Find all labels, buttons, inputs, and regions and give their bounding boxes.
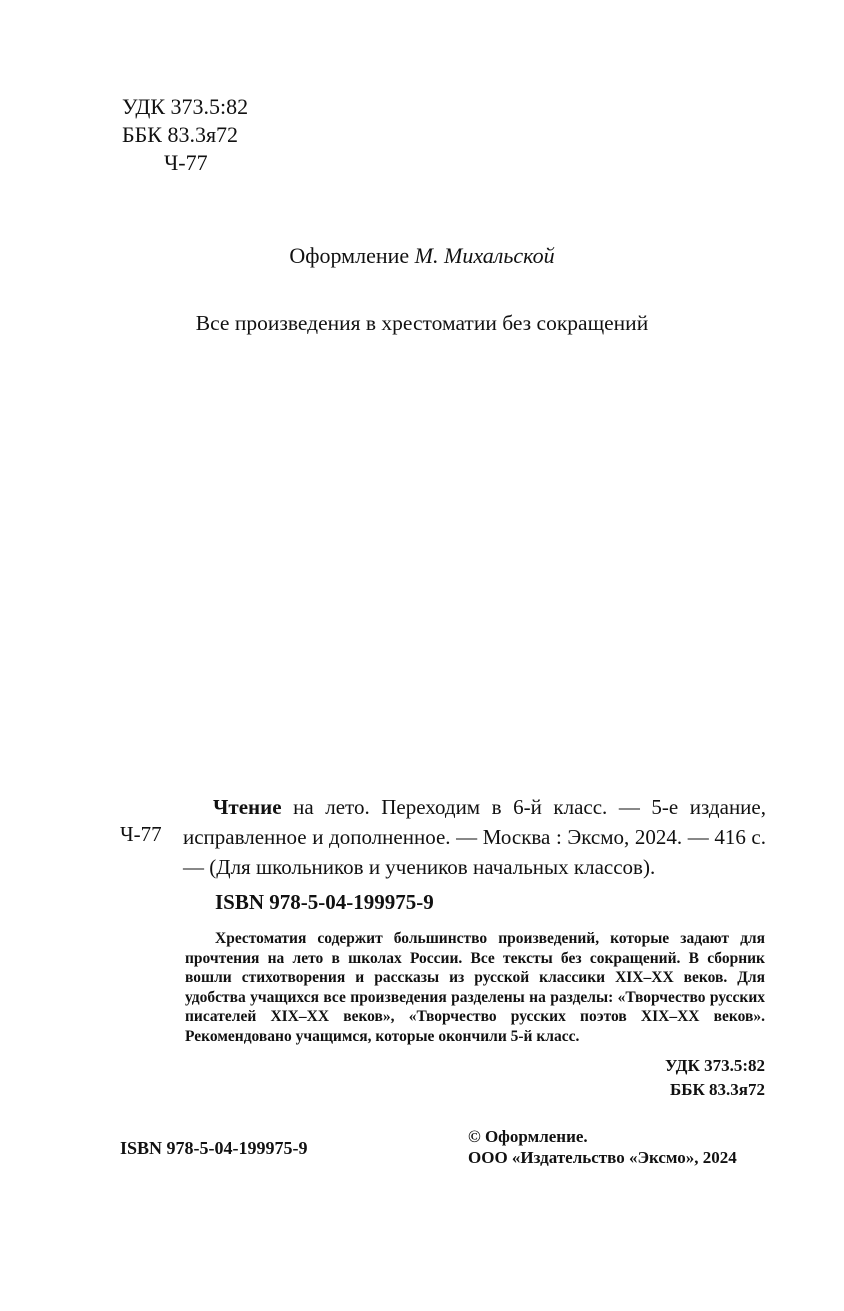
classification-codes-bottom xyxy=(120,1054,765,1102)
isbn-catalog: ISBN 978-5-04-199975-9 xyxy=(215,890,434,914)
footer xyxy=(120,1126,766,1186)
design-credit xyxy=(0,243,844,269)
copyright-publisher-line: ООО «Издательство «Эксмо», 2024 xyxy=(468,1148,737,1167)
bbk-code-bottom: ББК 83.3я72 xyxy=(669,1080,765,1099)
catalog-entry xyxy=(120,792,766,1102)
author-sign-code-top: Ч-77 xyxy=(164,150,208,175)
copyright-design-line: © Оформление. xyxy=(468,1127,588,1146)
bibliographic-details: на лето. Переходим в 6-й класс. — 5-е издание, исправленное и дополненное. — Москва : Эксмо, 2024. — 416 с. — (Для школьников и учеников начальных классов). xyxy=(183,795,766,879)
annotation-text: Хрестоматия содержит большинство произведений, которые задают для прочтения на лето в школах России. Все тексты без сокращений. В сборник вошли стихотворения и рассказы из русской классики XIX–XX веков. Для удобства учащихся все произведения разделены на разделы: «Творчество русских писателей XIX–XX веков», «Творчество русских поэтов XIX–XX веков». Рекомендовано учащимся, которые окончили 5-й класс. xyxy=(185,930,765,1045)
catalog-author-sign-code: Ч-77 xyxy=(120,822,162,846)
bibliographic-description xyxy=(183,792,766,882)
design-credit-prefix: Оформление xyxy=(289,243,415,268)
classification-codes-top xyxy=(122,93,248,177)
copyright-block xyxy=(468,1126,737,1168)
udk-code-top: УДК 373.5:82 xyxy=(122,94,249,119)
isbn-footer: ISBN 978-5-04-199975-9 xyxy=(120,1138,308,1158)
book-title: Чтение xyxy=(213,795,282,819)
no-abridgement-note: Все произведения в хрестоматии без сокращений xyxy=(195,311,649,335)
designer-name: М. Михальской xyxy=(414,243,555,268)
udk-code-bottom: УДК 373.5:82 xyxy=(665,1056,765,1075)
bbk-code-top: ББК 83.3я72 xyxy=(122,122,239,147)
